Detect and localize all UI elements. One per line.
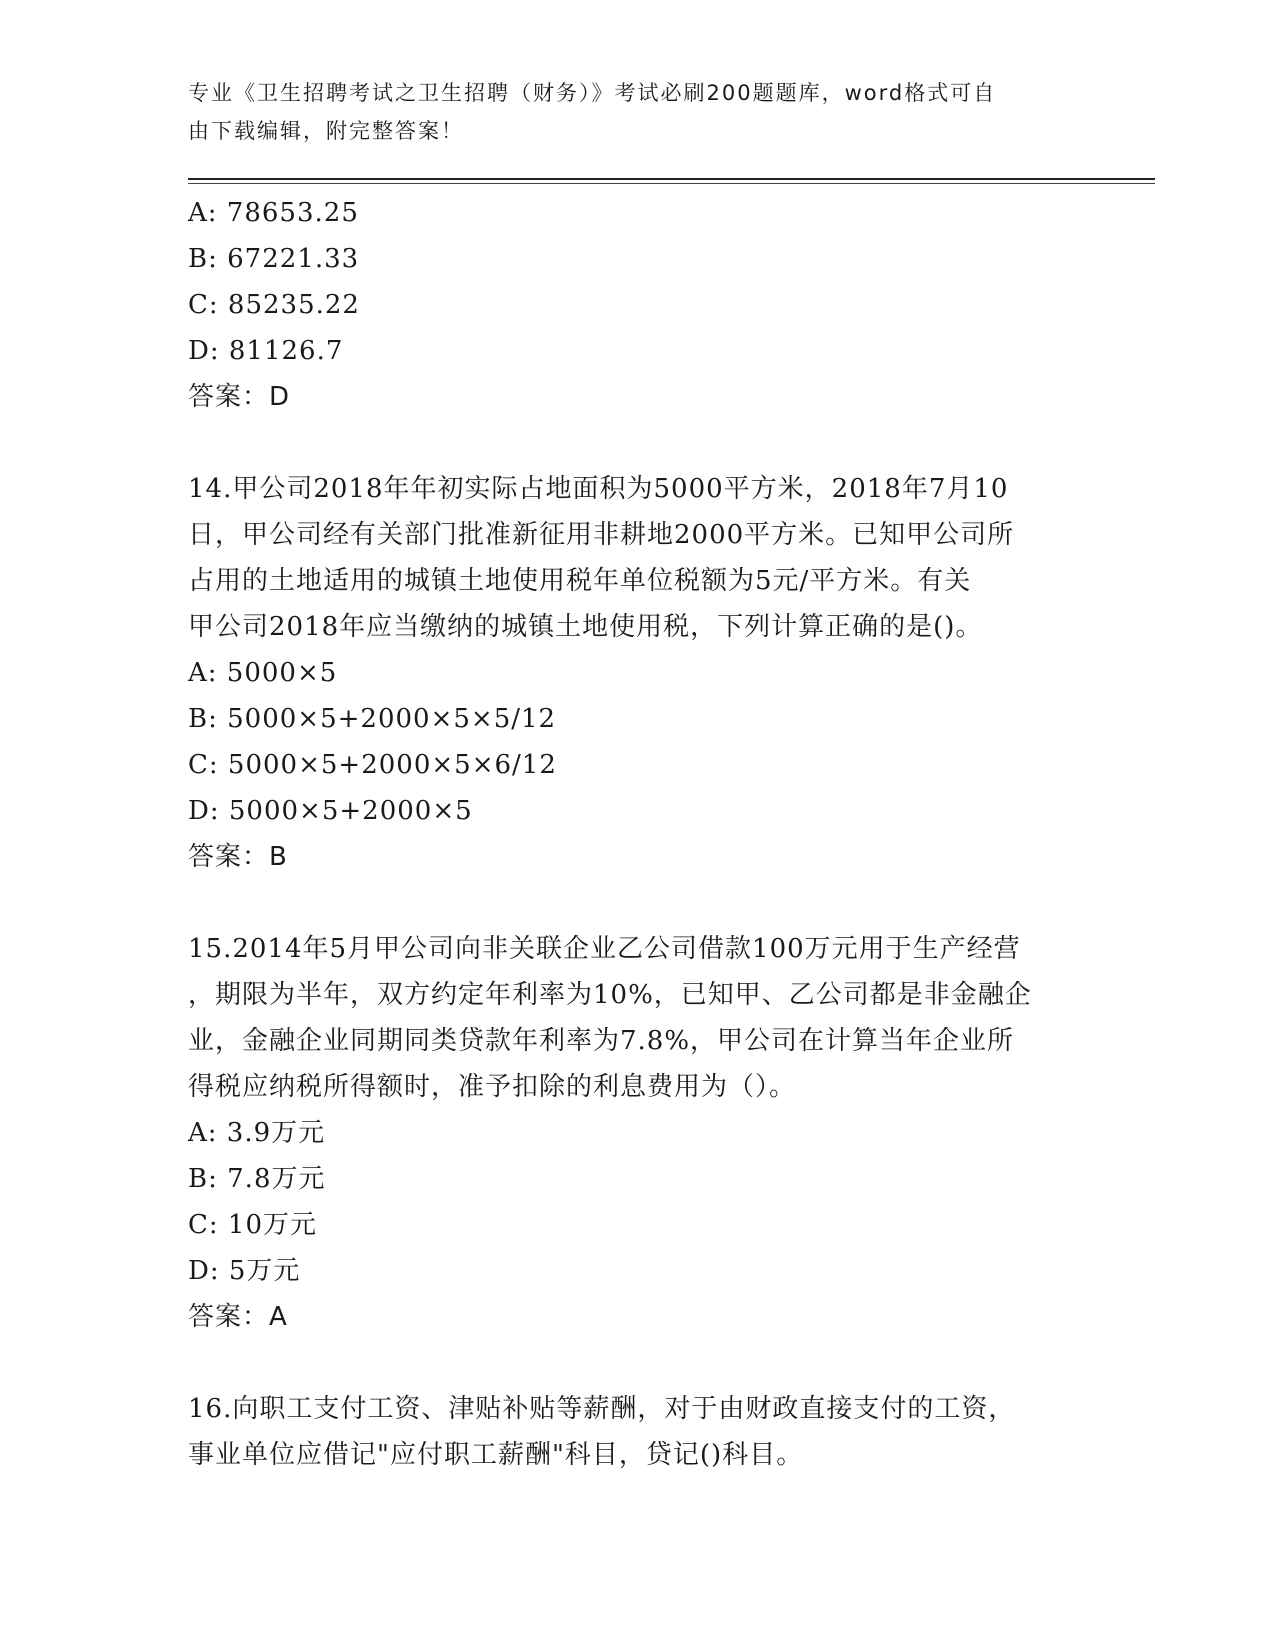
header-line-1: 专业《卫生招聘考试之卫生招聘（财务）》考试必刷200题题库，word格式可自	[188, 81, 997, 105]
document-header	[188, 74, 1088, 150]
question-text-line: 15.2014年5月甲公司向非关联企业乙公司借款100万元用于生产经营	[188, 934, 1021, 964]
option-a: A: 5000×5	[188, 658, 338, 688]
option-d: D: 5000×5+2000×5	[188, 796, 473, 826]
question-text-line: ，期限为半年，双方约定年利率为10%，已知甲、乙公司都是非金融企	[188, 980, 1032, 1010]
question-text-line: 甲公司2018年应当缴纳的城镇土地使用税，下列计算正确的是()。	[188, 612, 983, 642]
question-13-options	[188, 190, 1088, 420]
header-rule-thin	[188, 183, 1155, 184]
option-d: D: 5万元	[188, 1256, 301, 1286]
option-c: C: 5000×5+2000×5×6/12	[188, 750, 557, 780]
option-a: A: 78653.25	[188, 198, 359, 228]
header-line-2: 由下载编辑，附完整答案！	[188, 119, 464, 143]
option-a: A: 3.9万元	[188, 1118, 326, 1148]
option-c: C: 85235.22	[188, 290, 360, 320]
question-text-line: 占用的土地适用的城镇土地使用税年单位税额为5元/平方米。有关	[188, 566, 972, 596]
option-b: B: 7.8万元	[188, 1164, 326, 1194]
question-text-line: 业，金融企业同期同类贷款年利率为7.8%，甲公司在计算当年企业所	[188, 1026, 1015, 1056]
question-14	[188, 466, 1088, 650]
option-b: B: 5000×5+2000×5×5/12	[188, 704, 557, 734]
header-rule-thick	[188, 178, 1155, 180]
answer: 答案：B	[188, 842, 288, 872]
question-15	[188, 926, 1088, 1110]
question-text-line: 事业单位应借记"应付职工薪酬"科目，贷记()科目。	[188, 1440, 804, 1470]
question-text-line: 14.甲公司2018年年初实际占地面积为5000平方米，2018年7月10	[188, 474, 1009, 504]
question-text-line: 得税应纳税所得额时，准予扣除的利息费用为（）。	[188, 1072, 797, 1102]
question-text-line: 日，甲公司经有关部门批准新征用非耕地2000平方米。已知甲公司所	[188, 520, 1015, 550]
option-b: B: 67221.33	[188, 244, 360, 274]
option-d: D: 81126.7	[188, 336, 344, 366]
question-14-options	[188, 650, 1088, 880]
option-c: C: 10万元	[188, 1210, 318, 1240]
question-text-line: 16.向职工支付工资、津贴补贴等薪酬，对于由财政直接支付的工资，	[188, 1394, 1016, 1424]
answer: 答案：D	[188, 382, 291, 412]
answer: 答案：A	[188, 1302, 288, 1332]
question-16	[188, 1386, 1088, 1478]
question-15-options	[188, 1110, 1088, 1340]
document-body	[188, 190, 1088, 1478]
